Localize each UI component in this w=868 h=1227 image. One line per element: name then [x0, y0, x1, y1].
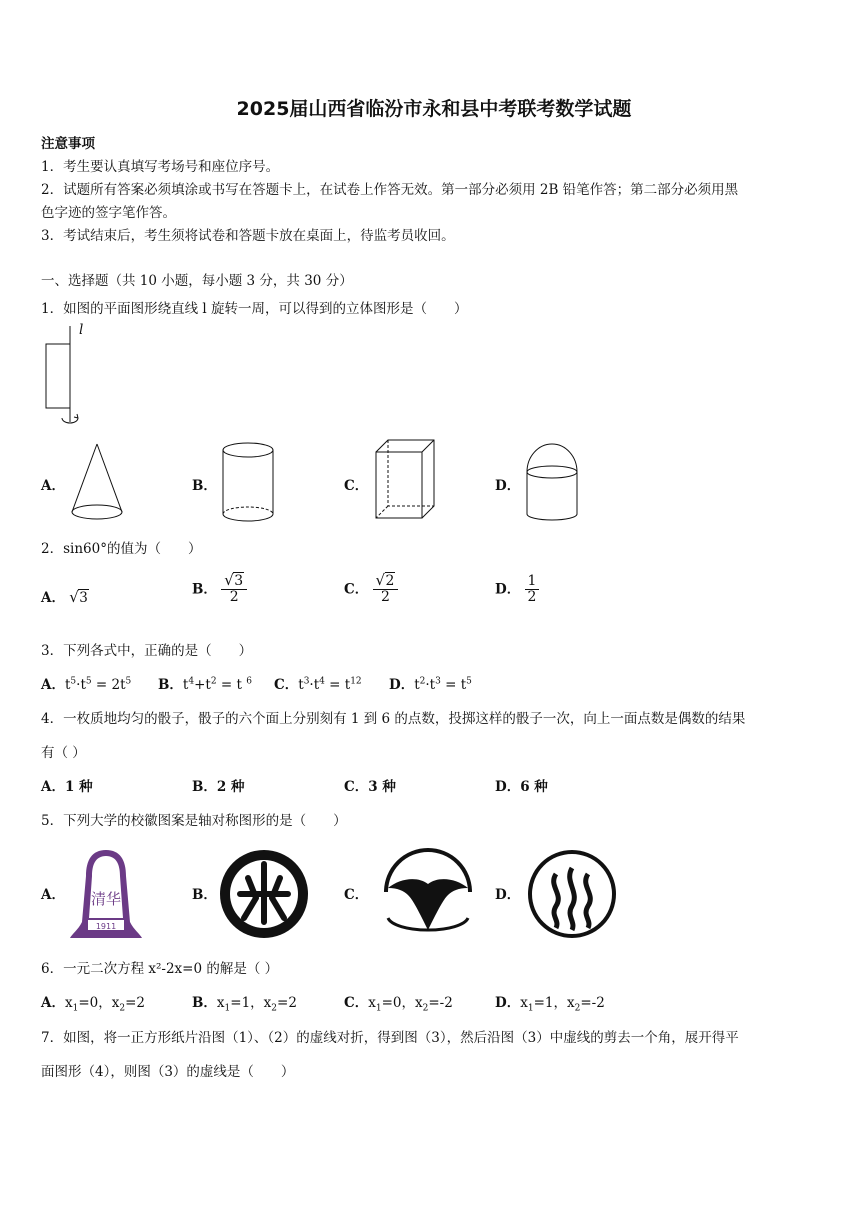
q3-option-d: D．$t^2\cdot t^3 = t^5$	[389, 676, 472, 693]
q1-option-c: C．	[344, 478, 369, 494]
q3-label-d: D．	[389, 677, 415, 693]
notice-item-3: 3．考试结束后，考生须将试卷和答题卡放在桌面上，待监考员收回。	[41, 228, 455, 244]
wave-emblem-icon	[526, 848, 618, 940]
dome-cylinder-icon	[522, 440, 582, 526]
sqrt-expression	[69, 590, 89, 606]
page-title: 2025届山西省临汾市永和县中考联考数学试题	[236, 98, 632, 120]
cone-icon	[66, 440, 128, 524]
question-2-stem: 2．sin60°的值为（ ）	[41, 541, 202, 557]
denominator: 2	[229, 589, 239, 606]
question-4-stem: 4．一枚质地均匀的骰子，骰子的六个面上分别刻有 1 到 6 的点数，投掷这样的骰子一次，向上一面点数是偶数的结果	[41, 711, 746, 727]
q5-option-b: B．	[192, 887, 217, 903]
fraction	[221, 574, 247, 606]
q4-option-c: C．3 种	[344, 779, 396, 795]
cylinder-icon	[220, 440, 276, 526]
q3-option-a: A．$t^5\cdot t^5 = 2t^5$	[41, 676, 132, 693]
question-6-stem: 6．一元二次方程 x²-2x=0 的解是（ ）	[41, 961, 279, 977]
radicand: 3	[79, 590, 88, 606]
q1-option-d: D．	[495, 478, 521, 494]
q6-option-a: A．$x_1=0$，$x_2=2$	[41, 995, 145, 1014]
q1-option-a: A．	[41, 478, 65, 494]
eagle-emblem-icon	[378, 848, 478, 934]
q6-option-b: B．$x_1=1$，$x_2=2$	[192, 995, 297, 1014]
q4-option-b: B．2 种	[192, 779, 245, 795]
q6-option-c: C．$x_1=0$，$x_2=-2$	[344, 995, 453, 1014]
q6-label-b: B．	[192, 995, 217, 1011]
question-7-stem: 7．如图，将一正方形纸片沿图（1）、（2）的虚线对折，得到图（3），然后沿图（3）中虚线的剪去一个角，展开得平	[41, 1030, 739, 1046]
notice-item-2-cont: 色字迹的签字笔作答。	[41, 205, 176, 221]
section-heading: 一、选择题（共 10 小题，每小题 3 分，共 30 分）	[41, 273, 353, 289]
q2-label-d: D．	[495, 581, 521, 598]
pku-emblem-icon	[218, 848, 310, 940]
q6-label-c: C．	[344, 995, 369, 1011]
q2-label-a: A．	[41, 590, 65, 606]
q3-label-c: C．	[274, 677, 299, 693]
question-4-stem-cont: 有（ ）	[41, 745, 86, 761]
q5-option-c: C．	[344, 887, 369, 903]
q2-option-b	[192, 574, 247, 606]
q6-option-d: D．$x_1=1$，$x_2=-2$	[495, 995, 605, 1014]
emblem-year: 1911	[95, 922, 117, 931]
q5-option-a: A．	[41, 887, 65, 903]
fraction	[525, 574, 540, 606]
question-3-stem: 3．下列各式中，正确的是（ ）	[41, 643, 253, 659]
numerator: 1	[525, 574, 540, 590]
q4-option-a: A．1 种	[41, 779, 93, 795]
q3-label-a: A．	[41, 677, 65, 693]
question-5-stem: 5．下列大学的校徽图案是轴对称图形的是（ ）	[41, 813, 347, 829]
question-7-stem-cont: 面图形（4），则图（3）的虚线是（ ）	[41, 1064, 295, 1080]
q3-option-b: B．$t^4+t^2 = t$ $^6$	[158, 676, 252, 693]
q6-label-a: A．	[41, 995, 65, 1011]
fraction	[373, 574, 399, 606]
numerator: 2	[385, 573, 395, 589]
q4-option-d: D．6 种	[495, 779, 548, 795]
question-1-stem: 1．如图的平面图形绕直线 l 旋转一周，可以得到的立体图形是（ ）	[41, 301, 468, 317]
rotation-figure	[40, 322, 100, 432]
q2-label-c: C．	[344, 581, 369, 598]
notice-item-1: 1．考生要认真填写考场号和座位序号。	[41, 159, 280, 175]
q5-option-d: D．	[495, 887, 521, 903]
denominator: 2	[381, 589, 390, 606]
q2-option-d	[495, 574, 539, 606]
q2-option-c	[344, 574, 398, 606]
denominator: 2	[527, 589, 537, 606]
numerator: 3	[234, 573, 244, 589]
q3-label-b: B．	[158, 677, 183, 693]
q2-label-b: B．	[192, 581, 217, 598]
q3-option-c: C．$t^3\cdot t^4 = t^{12}$	[274, 676, 362, 693]
emblem-chars: 清华	[90, 890, 122, 908]
notice-item-2: 2．试题所有答案必须填涂或书写在答题卡上，在试卷上作答无效。第一部分必须用 2B 铅笔作答；第二部分必须用黑	[41, 182, 739, 198]
q2-option-a	[41, 586, 89, 606]
bell-emblem-icon	[66, 846, 146, 944]
q1-option-b: B．	[192, 478, 217, 494]
cuboid-icon	[370, 436, 440, 524]
q6-label-d: D．	[495, 995, 521, 1011]
axis-label: l	[79, 322, 84, 338]
notice-heading: 注意事项	[41, 136, 95, 152]
